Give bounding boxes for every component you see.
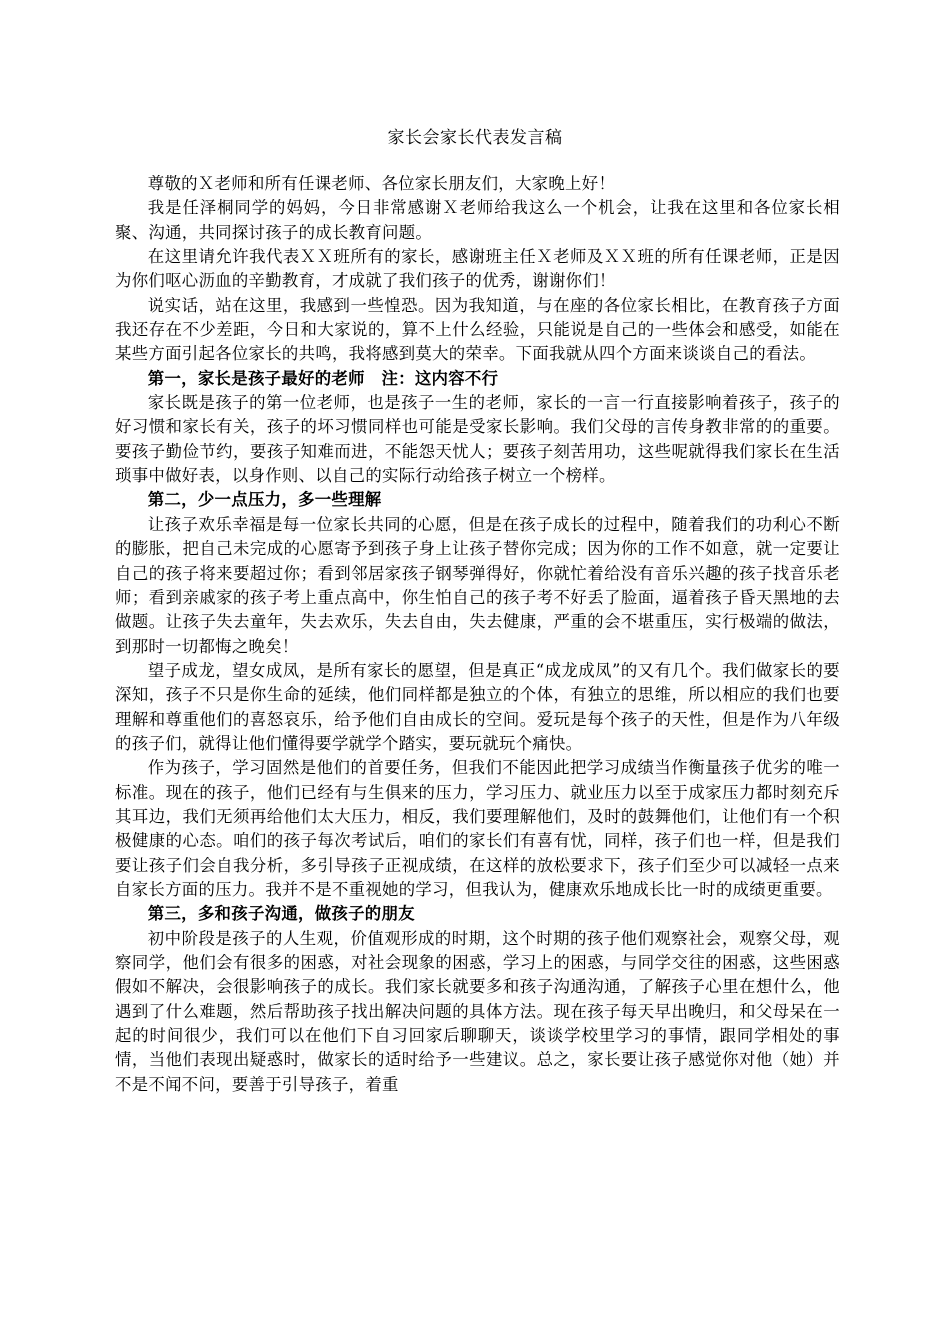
body-paragraph: 说实话，站在这里，我感到一些惶恐。因为我知道，与在座的各位家长相比，在教育孩子方面我还存在不少差距，今日和大家说的，算不上什么经验，只能说是自己的一些体会和感受，如能在某些方面引起各位家长的共鸣，我将感到莫大的荣幸。下面我就从四个方面来谈谈自己的看法。 — [115, 295, 840, 364]
document-title: 家长会家长代表发言稿 — [387, 128, 563, 148]
body-paragraph: 初中阶段是孩子的人生观，价值观形成的时期，这个时期的孩子他们观察社会，观察父母，观察同学，他们会有很多的困惑，对社会现象的困惑，学习上的困惑，与同学交往的困惑，这些困惑假如不解决，会很影响孩子的成长。我们家长就要多和孩子沟通沟通，了解孩子心里在想什么，他遇到了什么难题，然后帮助孩子找出解决问题的具体方法。现在孩子每天早出晚归，和父母呆在一起的时间很少，我们可以在他们下自习回家后聊聊天，谈谈学校里学习的事情，跟同学相处的事情，当他们表现出疑惑时，做家长的适时给予一些建议。总之，家长要让孩子感觉你对他（她）并不是不闻不问，要善于引导孩子，着重 — [115, 928, 840, 1094]
body-paragraph: 在这里请允许我代表ＸＸ班所有的家长，感谢班主任Ｘ老师及ＸＸ班的所有任课老师，正是因为你们呕心沥血的辛勤教育，才成就了我们孩子的优秀，谢谢你们！ — [115, 247, 840, 291]
body-paragraph: 尊敬的Ｘ老师和所有任课老师、各位家长朋友们，大家晚上好！ — [147, 174, 616, 193]
section-heading: 第三，多和孩子沟通，做孩子的朋友 — [147, 904, 415, 924]
body-paragraph: 作为孩子，学习固然是他们的首要任务，但我们不能因此把学习成绩当作衡量孩子优劣的唯一标准。现在的孩子，他们已经有与生俱来的压力，学习压力、就业压力以至于成家压力都时刻充斥其耳边，我们无须再给他们太大压力，相反，我们要理解他们，及时的鼓舞他们，让他们有一个积极健康的心态。咱们的孩子每次考试后，咱们的家长们有喜有忧，同样，孩子们也一样，但是我们要让孩子们会自我分析，多引导孩子正视成绩，在这样的放松要求下，孩子们至少可以减轻一点来自家长方面的压力。我并不是不重视她的学习，但我认为，健康欢乐地成长比一时的成绩更重要。 — [115, 758, 840, 899]
body-paragraph: 望子成龙，望女成凤，是所有家长的愿望，但是真正“成龙成凤”的又有几个。我们做家长的要深知，孩子不只是你生命的延续，他们同样都是独立的个体，有独立的思维，所以相应的我们也要理解和尊重他们的喜怒哀乐，给予他们自由成长的空间。爱玩是每个孩子的天性，但是作为八年级的孩子们，就得让他们懂得要学就学个踏实，要玩就玩个痛快。 — [115, 660, 840, 753]
body-paragraph: 我是任泽桐同学的妈妈，今日非常感谢Ｘ老师给我这么一个机会，让我在这里和各位家长相聚、沟通，共同探讨孩子的成长教育问题。 — [115, 198, 840, 242]
section-heading: 第二，少一点压力，多一些理解 — [147, 490, 382, 510]
document-body — [115, 172, 840, 1097]
body-paragraph: 家长既是孩子的第一位老师，也是孩子一生的老师，家长的一言一行直接影响着孩子，孩子的好习惯和家长有关，孩子的坏习惯同样也可能是受家长影响。我们父母的言传身教非常的的重要。要孩子勤俭节约，要孩子知难而进，不能怨天忧人；要孩子刻苦用功，这些呢就得我们家长在生活琐事中做好表，以身作则、以自己的实际行动给孩子树立一个榜样。 — [115, 393, 840, 486]
section-heading: 第一，家长是孩子最好的老师 注：这内容不行 — [147, 368, 499, 388]
body-paragraph: 让孩子欢乐幸福是每一位家长共同的心愿，但是在孩子成长的过程中，随着我们的功利心不断的膨胀，把自己未完成的心愿寄予到孩子身上让孩子替你完成；因为你的工作不如意，就一定要让自己的孩子将来要超过你；看到邻居家孩子钢琴弹得好，你就忙着给没有音乐兴趣的孩子找音乐老师；看到亲戚家的孩子考上重点高中，你生怕自己的孩子考不好丢了脸面，逼着孩子昏天黑地的去做题。让孩子失去童年，失去欢乐，失去自由，失去健康，严重的会不堪重压，实行极端的做法，到那时一切都悔之晚矣！ — [115, 514, 840, 656]
